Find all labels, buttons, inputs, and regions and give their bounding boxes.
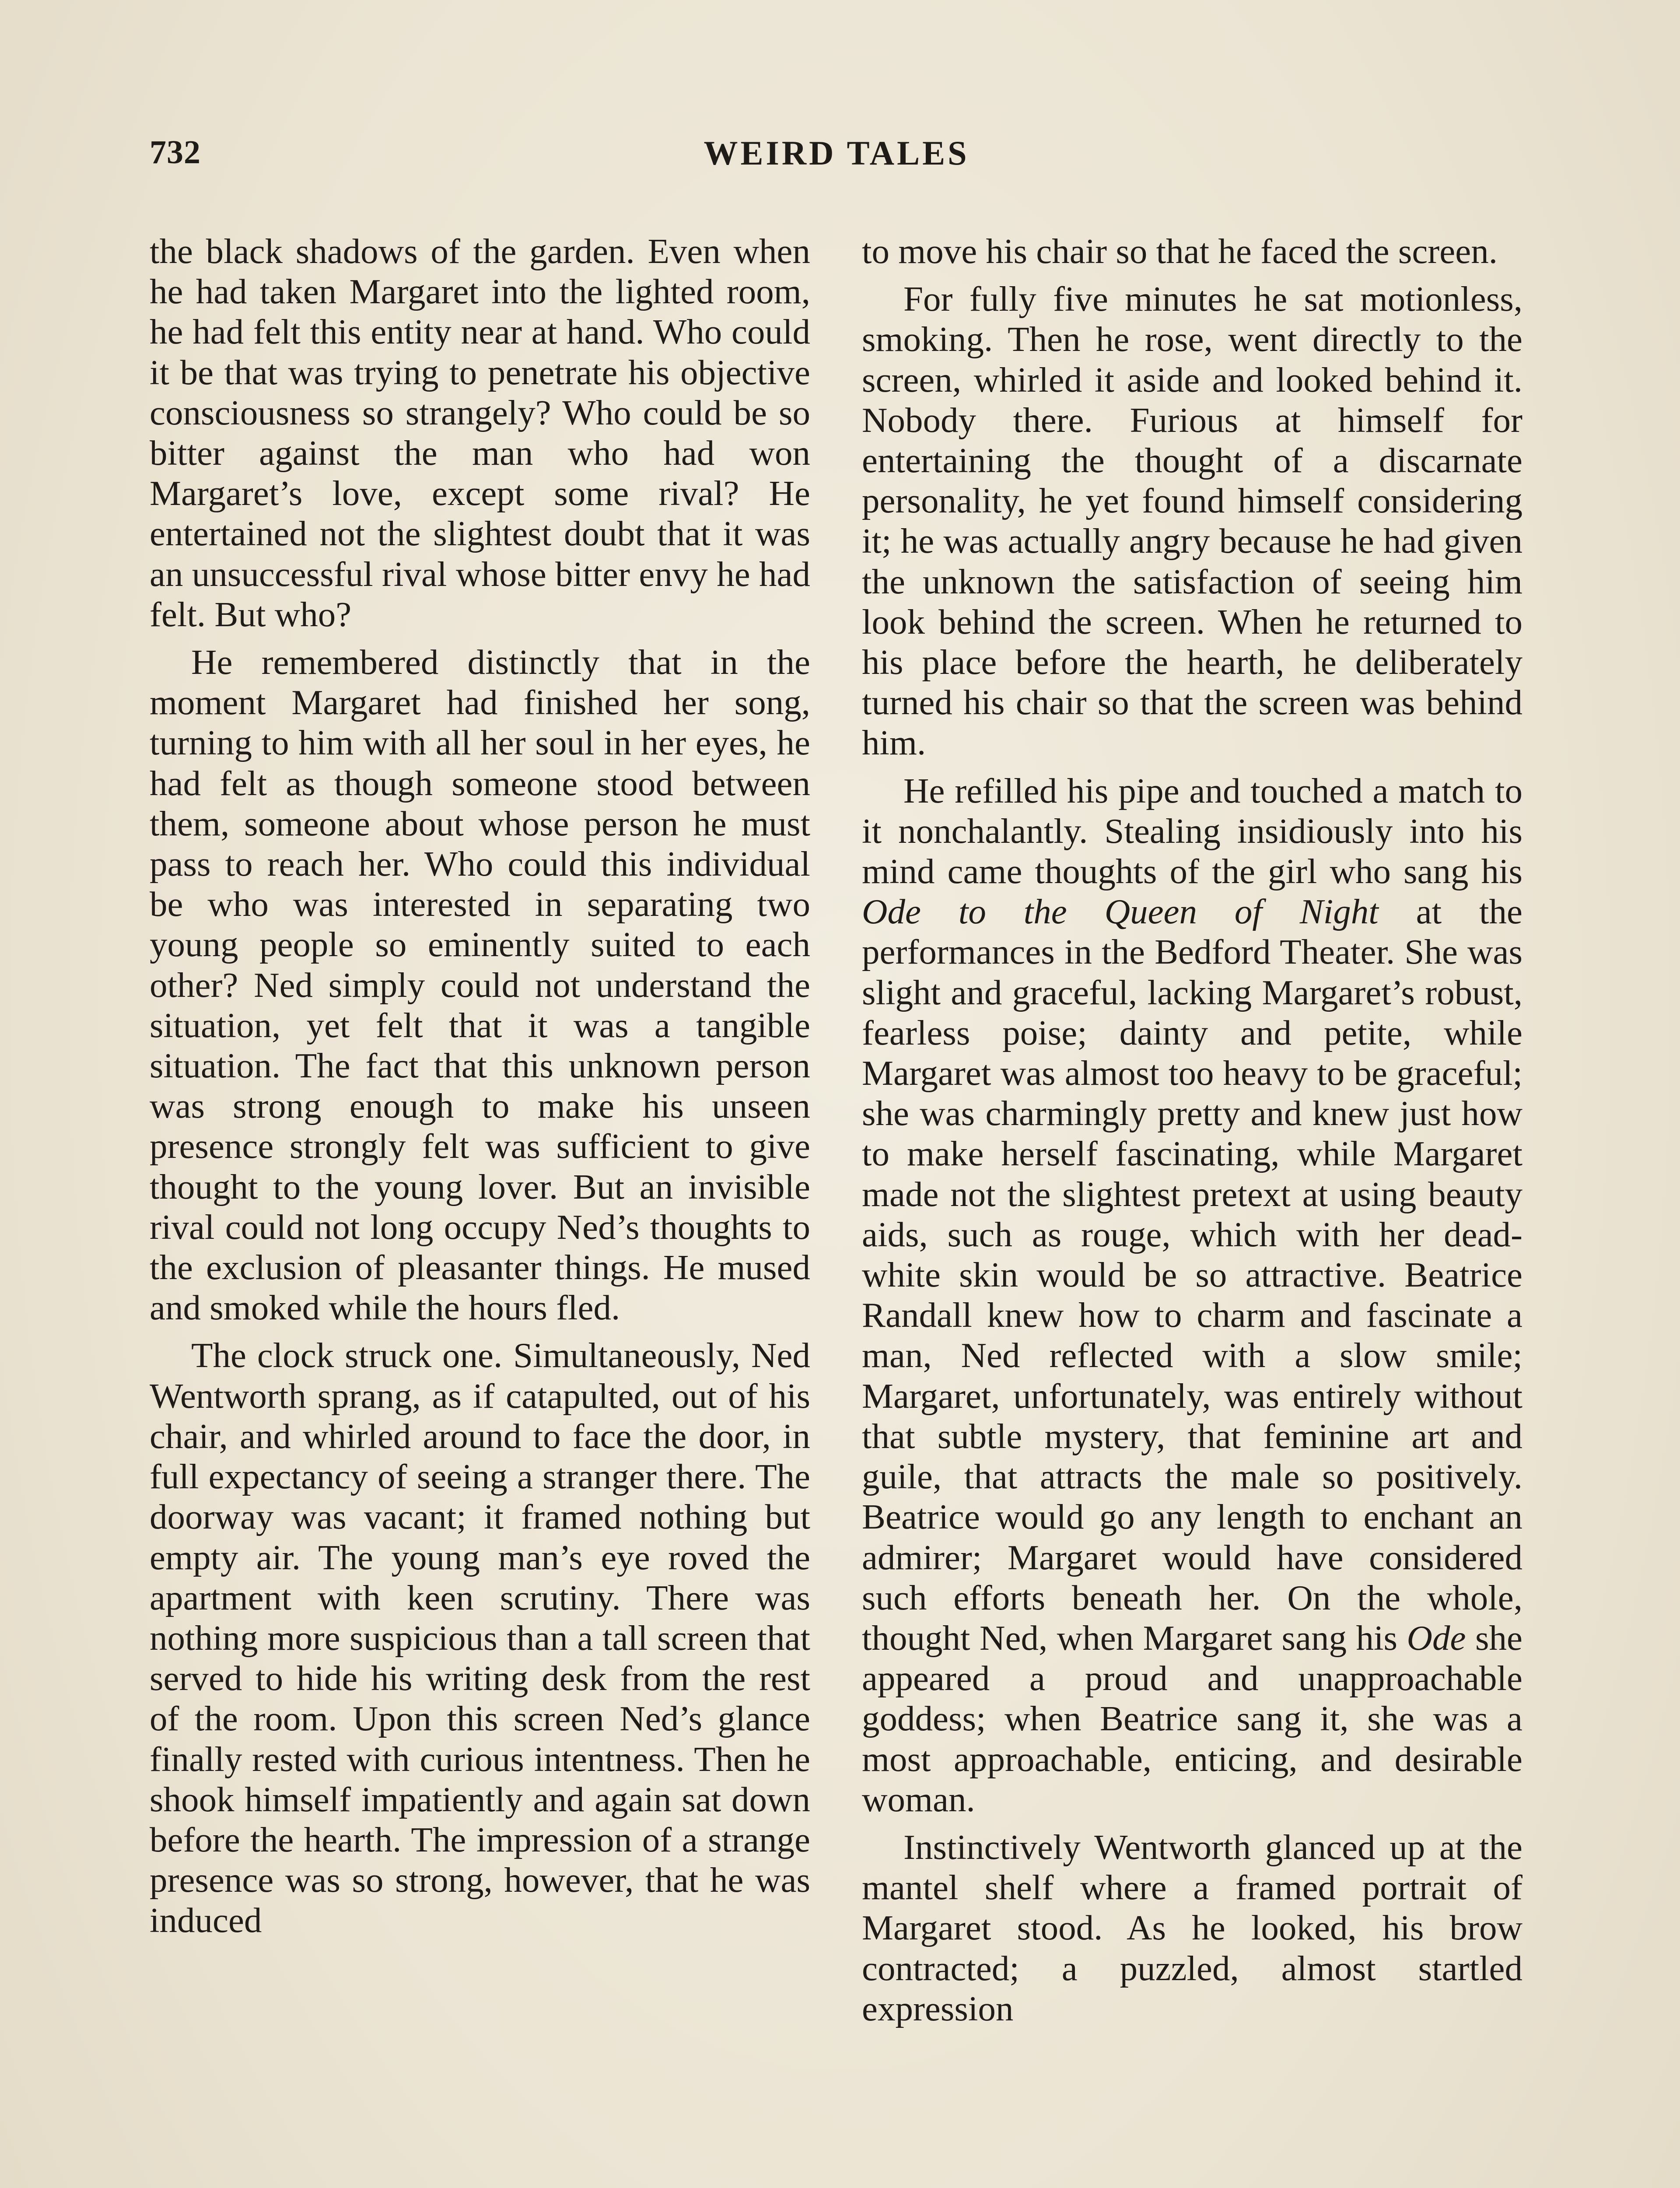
paragraph-text: He refilled his pipe and touched a match to it nonchalantly. Stealing insidiously into his mind came thoughts of the girl who sang his (862, 771, 1522, 891)
page-header (150, 133, 1523, 182)
song-title: Ode to the Queen of Night (862, 892, 1379, 932)
running-head: WEIRD TALES (704, 134, 970, 172)
paragraph: The clock struck one. Simultaneously, Ned Wentworth sprang, as if catapulted, out of his chair, and whirled around to face the door, in full expectancy of seeing a stranger there. The doorway was vacant; it framed nothing but empty air. The young man’s eye roved the apartment with keen scrutiny. There was nothing more suspicious than a tall screen that served to hide his writing desk from the rest of the room. Upon this screen Ned’s glance finally rested with curious intentness. Then he shook himself impatiently and again sat down before the hearth. The impression of a strange presence was so strong, however, that he was induced (150, 1336, 810, 1940)
paragraph: to move his chair so that he faced the screen. (862, 231, 1498, 271)
paragraph (862, 771, 1522, 1820)
song-title-short: Ode (1407, 1618, 1466, 1658)
left-column (150, 231, 810, 1948)
paragraph-text: at the performances in the Bedford Theater. She was slight and graceful, lacking Margaret’s robust, fearless poise; dainty and petite, while Margaret was almost too heavy to be graceful; she was charmingly pretty and knew just how to make herself fascinating, while Margaret made not the slightest pretext at using beauty aids, such as rouge, which with her dead-white skin would be so attractive. Beatrice Randall knew how to charm and fascinate a man, Ned reflected with a slow smile; Margaret, unfortunately, was entirely without that subtle mystery, that feminine art and guile, that attracts the male so positively. Beatrice would go any length to enchant an admirer; Margaret would have considered such efforts beneath her. On the whole, thought Ned, when Margaret sang his (862, 892, 1522, 1658)
right-column (862, 231, 1522, 2036)
paragraph: He remembered distinctly that in the moment Margaret had finished her song, turning to him with all her soul in her eyes, he had felt as though someone stood between them, someone about whose person he must pass to reach her. Who could this individual be who was interested in separating two young people so eminently suited to each other? Ned simply could not understand the situation, yet felt that it was a tangible situation. The fact that this unknown person was strong enough to make his unseen presence strongly felt was sufficient to give thought to the young lover. But an invisible rival could not long occupy Ned’s thoughts to the exclusion of pleasanter things. He mused and smoked while the hours fled. (150, 642, 810, 1328)
paragraph: Instinctively Wentworth glanced up at the mantel shelf where a framed portrait of Margaret stood. As he looked, his brow contracted; a puzzled, almost startled expression (862, 1827, 1522, 2028)
page-number: 732 (150, 134, 201, 171)
paragraph: the black shadows of the garden. Even when he had taken Margaret into the lighted room, he had felt this entity near at hand. Who could it be that was trying to penetrate his objective consciousness so strangely? Who could be so bitter against the man who had won Margaret’s love, except some rival? He entertained not the slightest doubt that it was an unsuccessful rival whose bitter envy he had felt. But who? (150, 231, 810, 634)
paragraph-text: she appeared a proud and unapproachable goddess; when Beatrice sang it, she was a most approachable, enticing, and desirable woman. (862, 1618, 1522, 1819)
paragraph: For fully five minutes he sat motionless, smoking. Then he rose, went directly to the screen, whirled it aside and looked behind it. Nobody there. Furious at himself for entertaining the thought of a discarnate personality, he yet found himself considering it; he was actually angry because he had given the unknown the satisfaction of seeing him look behind the screen. When he returned to his place before the hearth, he deliberately turned his chair so that the screen was behind him. (862, 279, 1522, 763)
